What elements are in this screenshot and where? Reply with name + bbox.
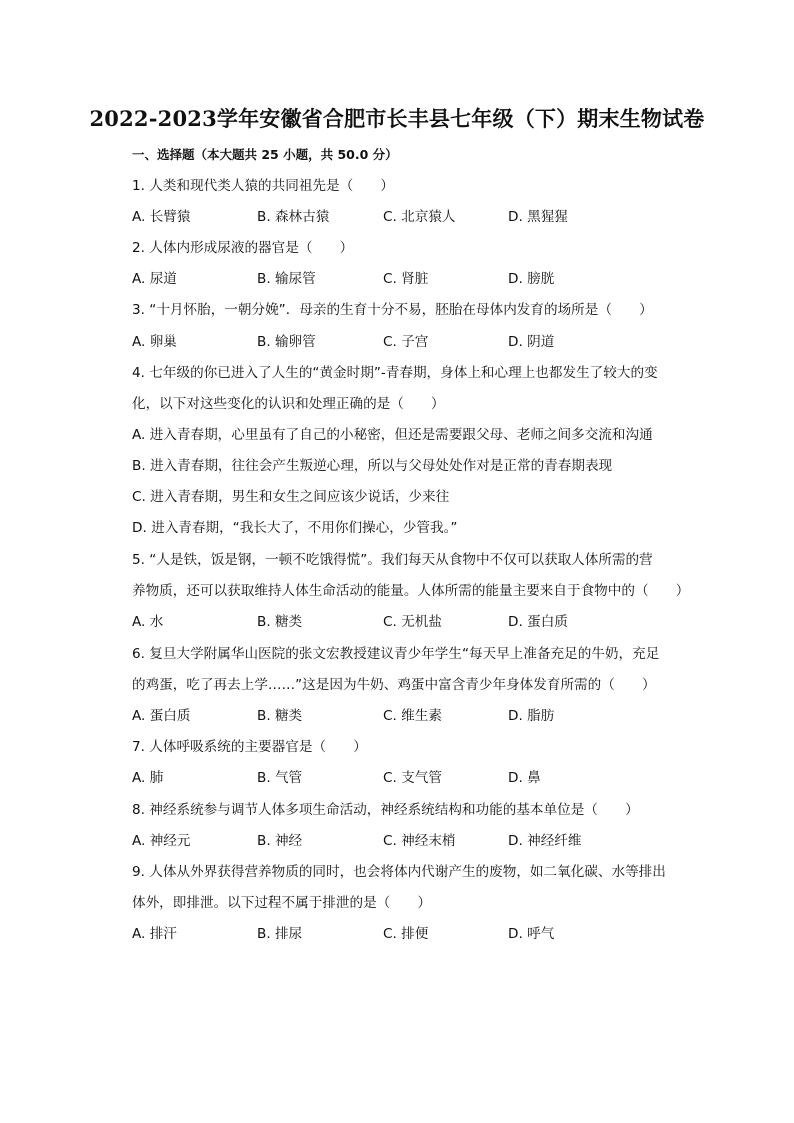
exam-title: 2022-2023学年安徽省合肥市长丰县七年级（下）期末生物试卷 (89, 106, 705, 131)
q2-option-c: C. 肾脏 (383, 271, 429, 287)
q4-option-b: B. 进入青春期，往往会产生叛逆心理，所以与父母处处作对是正常的青春期表现 (132, 458, 613, 474)
q2-option-b: B. 输尿管 (257, 271, 316, 287)
q7-option-b: B. 气管 (257, 770, 303, 786)
q5-option-d: D. 蛋白质 (508, 614, 568, 630)
q9-option-b: B. 排尿 (257, 926, 303, 942)
q1-option-c: C. 北京猿人 (383, 209, 456, 225)
q8-option-c: C. 神经末梢 (383, 833, 456, 849)
q6-stem-line-1: 6. 复旦大学附属华山医院的张文宏教授建议青少年学生“每天早上准备充足的牛奶，充足 (132, 646, 660, 662)
q8-option-d: D. 神经纤维 (508, 833, 582, 849)
q5-stem-line-2: 养物质，还可以获取维持人体生命活动的能量。人体所需的能量主要来自于食物中的（ ） (132, 583, 690, 599)
q6-stem-line-2: 的鸡蛋，吃了再去上学……”这是因为牛奶、鸡蛋中富含青少年身体发育所需的（ ） (132, 677, 656, 693)
q9-option-a: A. 排汗 (132, 926, 177, 942)
q8-option-a: A. 神经元 (132, 833, 191, 849)
q3-option-d: D. 阴道 (508, 334, 555, 350)
q6-option-d: D. 脂肪 (508, 708, 555, 724)
q7-option-a: A. 肺 (132, 770, 164, 786)
q4-option-c: C. 进入青春期，男生和女生之间应该少说话，少来往 (132, 489, 450, 505)
q5-option-c: C. 无机盐 (383, 614, 442, 630)
q7-option-d: D. 鼻 (508, 770, 541, 786)
q4-option-d: D. 进入青春期，“我长大了，不用你们操心，少管我。” (132, 520, 458, 536)
q9-option-d: D. 呼气 (508, 926, 555, 942)
q1-option-d: D. 黑猩猩 (508, 209, 568, 225)
section-heading: 一、选择题（本大题共 25 小题，共 50.0 分） (132, 147, 398, 162)
q9-stem-line-2: 体外，即排泄。以下过程不属于排泄的是（ ） (132, 895, 432, 911)
q7-stem: 7. 人体呼吸系统的主要器官是（ ） (132, 739, 367, 755)
q1-option-a: A. 长臂猿 (132, 209, 191, 225)
q4-stem-line-2: 化，以下对这些变化的认识和处理正确的是（ ） (132, 396, 445, 412)
q2-option-a: A. 尿道 (132, 271, 177, 287)
q1-option-b: B. 森林古猿 (257, 209, 330, 225)
q1-stem: 1. 人类和现代类人猿的共同祖先是（ ） (132, 178, 394, 194)
q5-option-a: A. 水 (132, 614, 164, 630)
q2-stem: 2. 人体内形成尿液的器官是（ ） (132, 240, 354, 256)
q5-stem-line-1: 5. “人是铁，饭是钢，一顿不吃饿得慌”。我们每天从食物中不仅可以获取人体所需的营 (132, 552, 653, 568)
q7-option-c: C. 支气管 (383, 770, 442, 786)
q6-option-a: A. 蛋白质 (132, 708, 191, 724)
q2-option-d: D. 膀胱 (508, 271, 555, 287)
q6-option-c: C. 维生素 (383, 708, 442, 724)
q3-option-c: C. 子宫 (383, 334, 429, 350)
q9-option-c: C. 排便 (383, 926, 429, 942)
q9-stem-line-1: 9. 人体从外界获得营养物质的同时，也会将体内代谢产生的废物，如二氧化碳、水等排出 (132, 864, 666, 880)
q4-option-a: A. 进入青春期，心里虽有了自己的小秘密，但还是需要跟父母、老师之间多交流和沟通 (132, 427, 653, 443)
q8-stem: 8. 神经系统参与调节人体多项生命活动，神经系统结构和功能的基本单位是（ ） (132, 802, 639, 818)
q4-stem-line-1: 4. 七年级的你已进入了人生的“黄金时期”-青春期，身体上和心理上也都发生了较大的变 (132, 365, 658, 381)
q3-stem: 3. “十月怀胎，一朝分娩”．母亲的生育十分不易，胚胎在母体内发育的场所是（ ） (132, 302, 653, 318)
q3-option-b: B. 输卵管 (257, 334, 316, 350)
q8-option-b: B. 神经 (257, 833, 303, 849)
q5-option-b: B. 糖类 (257, 614, 303, 630)
q3-option-a: A. 卵巢 (132, 334, 177, 350)
q6-option-b: B. 糖类 (257, 708, 303, 724)
